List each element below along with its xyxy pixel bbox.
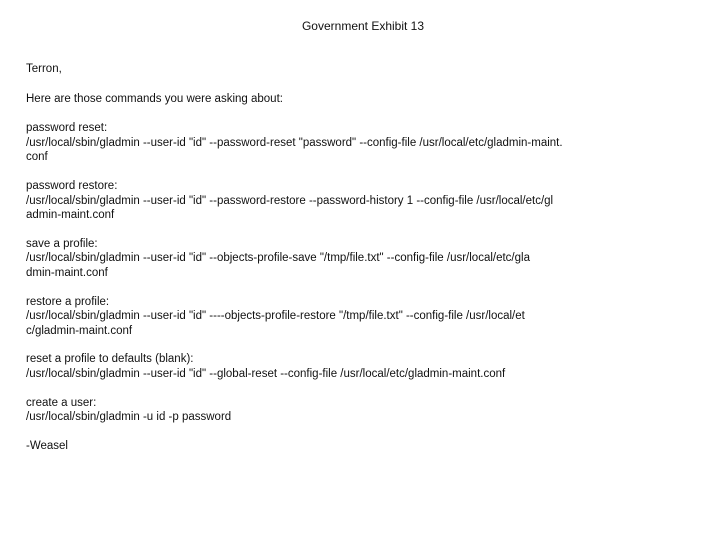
command-line: conf — [26, 151, 48, 164]
command-label: save a profile: — [26, 237, 98, 250]
command-block-create-user — [26, 396, 696, 425]
command-label: password reset: — [26, 122, 108, 135]
command-label: password restore: — [26, 179, 118, 192]
command-line: /usr/local/sbin/gladmin --user-id "id" --global-reset --config-file /usr/local/etc/gladmin-maint.conf — [26, 367, 506, 380]
command-label: create a user: — [26, 396, 97, 409]
command-block-reset-profile — [26, 352, 696, 381]
command-line: dmin-maint.conf — [26, 266, 108, 279]
command-line: /usr/local/sbin/gladmin -u id -p password — [26, 411, 232, 424]
command-label: reset a profile to defaults (blank): — [26, 353, 194, 366]
command-label: restore a profile: — [26, 295, 110, 308]
command-line: admin-maint.conf — [26, 209, 115, 222]
message-body — [26, 62, 696, 453]
exhibit-title: Government Exhibit 13 — [301, 19, 425, 33]
command-line: /usr/local/sbin/gladmin --user-id "id" --password-reset "password" --config-file /usr/local/etc/gladmin-maint. — [26, 136, 563, 149]
command-block-restore-profile — [26, 295, 696, 339]
command-line: /usr/local/sbin/gladmin --user-id "id" ----objects-profile-restore "/tmp/file.txt" --config-file /usr/local/et — [26, 310, 525, 323]
greeting: Terron, — [26, 63, 62, 75]
command-block-password-restore — [26, 179, 696, 223]
signature: -Weasel — [26, 439, 68, 452]
command-block-password-reset — [26, 121, 696, 165]
command-block-save-profile — [26, 237, 696, 281]
intro-text: Here are those commands you were asking about: — [26, 92, 283, 105]
command-line: /usr/local/sbin/gladmin --user-id "id" --password-restore --password-history 1 --config-file /usr/local/etc/gl — [26, 194, 554, 207]
command-line: /usr/local/sbin/gladmin --user-id "id" --objects-profile-save "/tmp/file.txt" --config-file /usr/local/etc/gla — [26, 252, 530, 265]
command-line: c/gladmin-maint.conf — [26, 324, 133, 337]
